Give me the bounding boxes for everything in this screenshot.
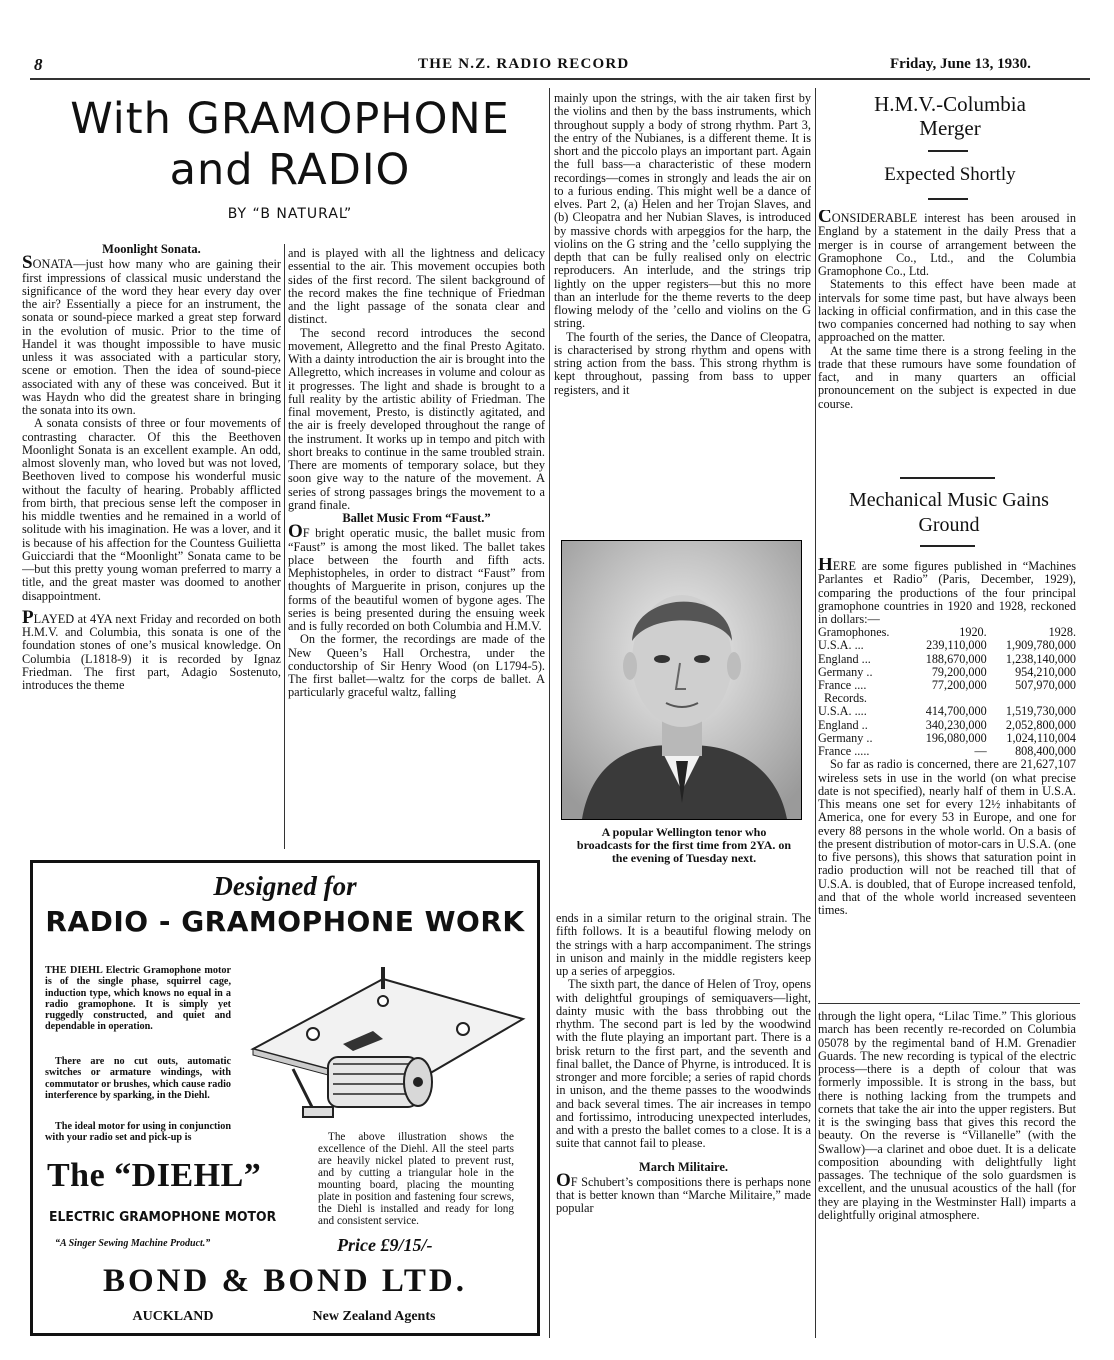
ad-body-1: THE DIEHL Electric Gramophone motor is of the single phase, squirrel cage, induction type, which knows no equal in a radio gramophone. It is simply yet ruggedly constructed, and quiet and dependable in operation. <box>45 965 231 1033</box>
table-cell: 2,052,800,000 <box>1005 717 1076 732</box>
paragraph: PLAYED at 4YA next Friday and recorded on both H.M.V. and Columbia, this sonata is one of the foundation stones of one’s musical knowledge. On Columbia (L1818-9) it is recorded by Ignaz Friedman. The first part, Adagio Sostenuto, introduces the theme <box>22 606 281 692</box>
table-cell: 196,080,000 <box>925 730 987 745</box>
table-row <box>818 705 1076 718</box>
paragraph: OF Schubert’s compositions there is perhaps none that is better known than “Marche Militaire,” made popular <box>556 1169 811 1216</box>
table-cell: 414,700,000 <box>925 704 987 719</box>
tenor-portrait-photo <box>561 540 802 820</box>
table-section-label: Records. <box>824 691 867 706</box>
table-cell: Germany .. <box>818 664 873 679</box>
mechanical-title-line1: Mechanical Music Gains <box>849 489 1049 511</box>
production-figures-table <box>818 626 1076 758</box>
photo-caption: A popular Wellington tenor who broadcasts for the first time from 2YA. on the evening of Tuesday next. <box>576 825 792 865</box>
table-cell: 77,200,000 <box>931 678 987 693</box>
table-cell: 1,519,730,000 <box>1005 704 1076 719</box>
merger-body <box>818 210 1076 472</box>
paragraph: through the light opera, “Lilac Time.” This glorious march has been recently re-recorded on Columbia 05078 by the regimental band of H.M. Grenadier Guards. The new recording is typical of the electric process—there is a depth of colour that was formerly impossible. It is strong in the bass, but there is nothing lacking from the trumpets and cornets that take the air into the upper registers. But it is the swinging bass that gives this record the beauty. On the reverse is “Villanelle” (with the Swallow)—a clarinet and oboe duet. It is a delicate composition abounding with delightfully light passages. The technique of the solo guardsmen is excellent, and the unusual acoustics of the hall (for they are playing in the Westminster Hall) imparts a delightfully original atmosphere. <box>818 1010 1076 1222</box>
table-header: 1920. <box>959 625 987 640</box>
table-cell: France .... <box>818 678 867 693</box>
mechanical-body <box>818 558 1076 998</box>
table-header: 1928. <box>1048 625 1076 640</box>
table-row <box>818 653 1076 666</box>
diehl-motor-illustration <box>233 959 533 1129</box>
column-1 <box>22 243 281 848</box>
table-cell: U.S.A. .... <box>818 704 867 719</box>
paragraph: Statements to this effect have been made at intervals for some time past, but have always been lacking in official confirmation, and in this case the two companies concerned had nothing to say when approached on the matter. <box>818 277 1076 345</box>
ad-brand-name: The “DIEHL” <box>47 1157 262 1194</box>
diehl-advertisement <box>30 860 540 1336</box>
paragraph: The second record introduces the second movement, Allegretto and the final Presto Agitato. With a dainty introduction the air is brought into the Allegretto, which increases in volume and colour as it progresses. The light and shade is brought to a full reality by the artistic ability of Friedman. The final movement, Presto, is distinctly agitated, and the air is freely developed throughout the range of the instrument. It works up in tempo and pitch with short breaks to continue in the same troubled strain. There are moments of temporary solace, but they soon give way to the nature of the movement. A series of strong passages brings the movement to a grand finale. <box>288 325 545 512</box>
subhead-moonlight-sonata: Moonlight Sonata. <box>102 243 201 256</box>
column-divider <box>549 88 550 1338</box>
paragraph: mainly upon the strings, with the air taken first by the violins and then by the bass instruments, which throughout supply a body of strong rhythm. Part 3, the entry of the Nubianes, is a different theme. It is short and the piccolo plays an important part. Again the full bass—a characteristic of these modern recordings—comes in strongly and leads the air on to a furious ending. This might well be a dance of elves. Part 2, (a) Helen and her Trojan Slaves, and (b) Cleopatra and her Nubian Slaves, is introduced by massive chords with arpeggios for the harp, the violins on the G string and the ’cello supplying the depth that can be fully realised only on electric reproducers. An interlude, and the strings trip lightly on the upper registers—but this no more than an interlude for the theme reverts to the deep flowing melody of the ’cello and violins on the G string. <box>554 92 811 331</box>
paragraph: The sixth part, the dance of Helen of Troy, opens with delightful groupings of semiquavers—light, dainty music with the bass throbbing out the rhythm. The second part is led by the woodwind with the flute playing an important part. There is a brisk return to the first part, and the seventh and final ballet, the Dance of Phyrne, is introduced. It is stronger and more forcible; a series of rapid chords in unison, and the theme passes to the woodwinds and back several times. The air increases in tempo and fortissimo, introducing unexpected interludes, and with a presto the ballet comes to a close. It is a suite that cannot fail to please. <box>556 977 811 1151</box>
table-row <box>818 639 1076 652</box>
table-cell: 1,909,780,000 <box>1005 638 1076 653</box>
table-row <box>818 719 1076 732</box>
article-title-line2: and RADIO <box>169 145 411 195</box>
article-divider <box>900 477 995 479</box>
section-rule <box>818 1003 1080 1004</box>
table-cell: 79,200,000 <box>931 664 987 679</box>
paragraph: ends in a similar return to the original strain. The fifth follows. It is a beautiful flowing melody on the strings with a harp accompaniment. The strings in unison and mainly in the middle registers keep up a series of arpeggios. <box>556 912 811 978</box>
merger-subtitle: Expected Shortly <box>884 164 1016 185</box>
column-2 <box>288 247 545 849</box>
paragraph: SONATA—just how many who are gaining their first impressions of classical music understand the significance of the word they hear every day over the air? Essentially a piece for an instrument, the sonata or sound-piece marked a great step forward in the evolution of music. Prior to the time of Handel it was thought impossible to have music unless it was associated with a particular story, scene or emotion. Then the idea of sound-piece associated with any of these was conceived. But it was Haydn who did the greatest share in bringing the sonata into its own. <box>22 252 281 417</box>
paragraph: At the same time there is a strong feeling in the trade that these rumours have some foundation of fact, and in many quarters an official pronouncement on the subject is expected in due course. <box>818 343 1076 411</box>
merger-title-line1: H.M.V.-Columbia <box>874 92 1026 116</box>
subhead-march-militaire: March Militaire. <box>638 1159 729 1174</box>
merger-title-line2: Merger <box>919 116 981 140</box>
column-divider <box>815 88 816 1338</box>
table-cell: England ... <box>818 651 871 666</box>
byline: BY “B NATURAL” <box>227 206 353 222</box>
paragraph: So far as radio is concerned, there are 21,627,107 wireless sets in use in the world (on what precise date is not specified), nearly half of them in U.S.A. This means one set for every 12½ inhabitants of America, one for every 53 in Europe, and one for every 88 persons in the whole world. On a basis of the present distribution of motor-cars in U.S.A. (one to five persons), this shows that saturation point in radio production will not be reached till that of U.S.A. is doubled, that of Europe increased tenfold, and that of the whole world increased seventeen times. <box>818 757 1076 918</box>
table-cell: 1,238,140,000 <box>1005 651 1076 666</box>
page-number: 8 <box>34 55 43 74</box>
ad-brand-subtitle: ELECTRIC GRAMOPHONE MOTOR <box>49 1209 277 1225</box>
column-divider <box>284 244 285 849</box>
paragraph: and is played with all the lightness and delicacy essential to the air. This movement occupies both sides of the first record. The silent background of the record makes the fine technique of Friedman and the light passage of the sonata clear and distinct. <box>288 247 545 327</box>
paragraph: OF bright operatic music, the ballet music from “Faust” is among the most liked. The ballet takes place between the fourth and fifth acts. Mephistopheles, in order to distract “Faust” from thoughts of Marguerite in prison, conjures up the forms of the beautiful women of bygone ages. The series is being presented during the ensuing week and is fully recorded on both Columbia and H.M.V. <box>288 521 545 633</box>
portrait-illustration <box>562 541 801 819</box>
column-3-lower <box>556 912 811 1340</box>
column-4-lower <box>818 1010 1076 1340</box>
ad-illustration-text: The above illustration shows the excellence of the Diehl. All the steel parts are heavily nickel plated to prevent rust, and by cutting a triangular hole in the mounting board, placing the mounting plate in position and fastening four screws, the Diehl is installed and ready for long and consistent service. <box>318 1131 514 1227</box>
table-cell: 188,670,000 <box>925 651 987 666</box>
ad-company-name: BOND & BOND LTD. <box>103 1263 467 1299</box>
ad-body-3: The ideal motor for using in conjunction with your radio set and pick-up is <box>45 1121 231 1144</box>
paragraph: A sonata consists of three or four movements of contrasting character. Of this the Beethoven Moonlight Sonata is an excellent example. An odd, almost slovenly man, who loved but was not loved, Beethoven lived to compose his wonderful music without the faculty of hearing. Probably afflicted from birth, that precious sense left the composer in his middle twenties and he remained in a world of solitude with his imagination. He was a lover, and it is because of his affection for the Countess Guilietta Guicciardi that the “Moonlight” Sonata came to be—but this pretty young woman preferred to marry a title, and the great master was doomed to another disappointment. <box>22 416 281 603</box>
ad-city: AUCKLAND <box>132 1309 214 1324</box>
ad-headline-1: Designed for <box>213 871 357 901</box>
table-cell: France ..... <box>818 744 870 759</box>
table-cell: 808,400,000 <box>1015 744 1076 759</box>
title-divider <box>928 150 968 152</box>
table-cell: 954,210,000 <box>1015 664 1076 679</box>
table-cell: England .. <box>818 717 868 732</box>
ad-tagline: “A Singer Sewing Machine Product.” <box>55 1238 211 1249</box>
issue-date: Friday, June 13, 1930. <box>890 56 1031 72</box>
table-cell: 340,230,000 <box>925 717 987 732</box>
table-cell: 239,110,000 <box>926 638 987 653</box>
ad-price: Price £9/15/- <box>337 1235 433 1255</box>
table-header: Gramophones. <box>818 625 890 640</box>
subhead-ballet-faust: Ballet Music From “Faust.” <box>342 511 491 525</box>
title-divider <box>928 198 968 200</box>
column-3 <box>554 92 811 519</box>
title-divider <box>920 545 975 547</box>
paper-title: THE N.Z. RADIO RECORD <box>418 56 630 72</box>
ad-headline-2: RADIO - GRAMOPHONE WORK <box>45 905 525 938</box>
table-cell: 507,970,000 <box>1015 678 1076 693</box>
table-cell: Germany .. <box>818 730 873 745</box>
article-title-line1: With GRAMOPHONE <box>70 94 510 144</box>
paragraph: The fourth of the series, the Dance of Cleopatra, is characterised by strong rhythm and opens with string action from the bass. This strong rhythm is kept throughout, passing from bass to upper registers, and it <box>554 329 811 397</box>
paragraph: On the former, the recordings are made of the New Queen’s Hall Orchestra, under the conductorship of Sir Henry Wood (on L1794-5). The first ballet—waltz for the corps de ballet. A particularly graceful waltz, falling <box>288 632 545 700</box>
mechanical-title-line2: Ground <box>918 514 980 536</box>
table-cell: U.S.A. ... <box>818 638 864 653</box>
ad-body-2: There are no cut outs, automatic switches or armature windings, with commutator or brushes, which cause radio interference by sparking, in the Diehl. <box>45 1056 231 1101</box>
table-cell: — <box>974 744 987 759</box>
motor-drawing <box>233 959 533 1129</box>
table-cell: 1,024,110,004 <box>1006 730 1076 745</box>
ad-agents: New Zealand Agents <box>312 1309 436 1324</box>
header-rule <box>30 78 1090 80</box>
paragraph: CONSIDERABLE interest has been aroused in England by a statement in the daily Press that a merger is in course of arrangement between the Gramophone Co., Ltd., and the Columbia Gramophone Co., Ltd. <box>818 210 1076 278</box>
paragraph: HERE are some figures published in “Machines Parlantes et Radio” (Paris, December, 1929), comparing the productions of the four principal gramophone countries in 1920 and 1928, reckoned in dollars:— <box>818 558 1076 626</box>
